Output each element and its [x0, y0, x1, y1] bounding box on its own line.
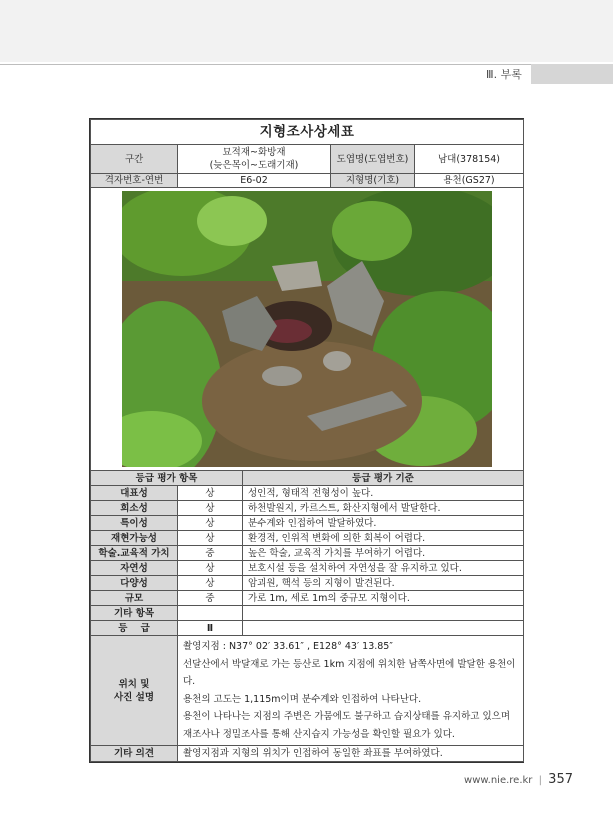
grid-label-cell: 격자번호-연번 — [91, 174, 178, 188]
grade-row — [91, 516, 524, 531]
grade-value — [178, 606, 243, 621]
grade-criteria: 보호시설 등을 설치하여 자연성을 잘 유지하고 있다. — [243, 561, 524, 576]
grade-row — [91, 486, 524, 501]
survey-sheet — [89, 118, 524, 763]
map-value-cell: 남대(378154) — [415, 145, 524, 174]
location-line: 용천의 고도는 1,115m이며 분수계와 인접하여 나타난다. — [183, 693, 422, 705]
grade-criteria: 암괴원, 핵석 등의 지형이 발견된다. — [243, 576, 524, 591]
sheet-title: 지형조사상세표 — [91, 120, 524, 145]
grade-criteria: 높은 학술, 교육적 가치를 부여하기 어렵다. — [243, 546, 524, 561]
name-label-cell: 지형명(기호) — [331, 174, 415, 188]
grade-value: 상 — [178, 486, 243, 501]
survey-table — [90, 119, 524, 762]
grade-item: 학술.교육적 가치 — [91, 546, 178, 561]
grade-row — [91, 576, 524, 591]
map-label-cell: 도엽명(도엽번호) — [331, 145, 415, 174]
section-value-line1: 묘적재~화방재 — [222, 147, 286, 158]
grade-row — [91, 621, 524, 636]
grade-value: 중 — [178, 591, 243, 606]
grade-row — [91, 606, 524, 621]
grade-value: Ⅱ — [178, 621, 243, 636]
section-tab — [531, 64, 613, 84]
grade-criteria: 환경적, 인위적 변화에 의한 회복이 어렵다. — [243, 531, 524, 546]
grade-criteria: 가로 1m, 세로 1m의 중규모 지형이다. — [243, 591, 524, 606]
location-line: 재조사나 정밀조사를 통해 산지습지 가능성을 확인할 필요가 있다. — [183, 728, 455, 740]
grade-value: 상 — [178, 501, 243, 516]
location-label-line1: 위치 및 — [118, 678, 150, 690]
spring-photo — [122, 191, 492, 467]
grade-criteria: 성인적, 형태적 전형성이 높다. — [243, 486, 524, 501]
grade-criteria — [243, 606, 524, 621]
grade-item: 등 급 — [91, 621, 178, 636]
grade-item: 대표성 — [91, 486, 178, 501]
grade-row — [91, 546, 524, 561]
location-text-cell — [178, 636, 524, 746]
name-value-cell: 용천(GS27) — [415, 174, 524, 188]
grade-criteria: 분수계와 인접하여 발달하였다. — [243, 516, 524, 531]
page-footer — [464, 772, 573, 787]
grid-value-cell: E6-02 — [178, 174, 331, 188]
footer-separator: | — [538, 775, 542, 786]
grade-value: 중 — [178, 546, 243, 561]
section-value-cell — [178, 145, 331, 174]
other-value-cell: 촬영지점과 지형의 위치가 인접하여 동일한 좌표를 부여하였다. — [178, 746, 524, 762]
grade-items-header: 등급 평가 항목 — [91, 471, 243, 486]
grade-criteria: 하천발원지, 카르스트, 화산지형에서 발달한다. — [243, 501, 524, 516]
page-number: 357 — [548, 772, 573, 787]
grade-value: 상 — [178, 516, 243, 531]
header-band — [0, 0, 613, 62]
location-line: 촬영지점 : N37° 02′ 33.61″ , E128° 43′ 13.85″ — [183, 641, 393, 652]
grade-row — [91, 591, 524, 606]
location-line: 용천이 나타나는 지점의 주변은 가뭄에도 불구하고 습지상태를 유지하고 있으며 — [183, 711, 511, 722]
header-rule — [0, 64, 613, 65]
grade-item: 특이성 — [91, 516, 178, 531]
footer-site: www.nie.re.kr — [464, 775, 533, 786]
location-line: 선달산에서 박달재로 가는 등산로 1km 지점에 위치한 남쪽사면에 발달한 용천이다. — [183, 658, 516, 687]
other-label-cell: 기타 의견 — [91, 746, 178, 762]
grade-item: 재현가능성 — [91, 531, 178, 546]
grade-criteria-header: 등급 평가 기준 — [243, 471, 524, 486]
grade-row — [91, 531, 524, 546]
location-label-cell — [91, 636, 178, 746]
grade-item: 자연성 — [91, 561, 178, 576]
grade-value: 상 — [178, 561, 243, 576]
location-label-line2: 사진 설명 — [113, 691, 154, 703]
grade-item: 희소성 — [91, 501, 178, 516]
section-value-line2: (늦은목이~도래기재) — [209, 160, 299, 171]
grade-item: 규모 — [91, 591, 178, 606]
grade-item: 기타 항목 — [91, 606, 178, 621]
photo-cell — [91, 188, 524, 471]
grade-item: 다양성 — [91, 576, 178, 591]
grade-value: 상 — [178, 576, 243, 591]
grade-row — [91, 501, 524, 516]
section-label: Ⅲ. 부록 — [486, 68, 522, 81]
grade-criteria — [243, 621, 524, 636]
grade-value: 상 — [178, 531, 243, 546]
section-label-cell: 구간 — [91, 145, 178, 174]
grade-row — [91, 561, 524, 576]
